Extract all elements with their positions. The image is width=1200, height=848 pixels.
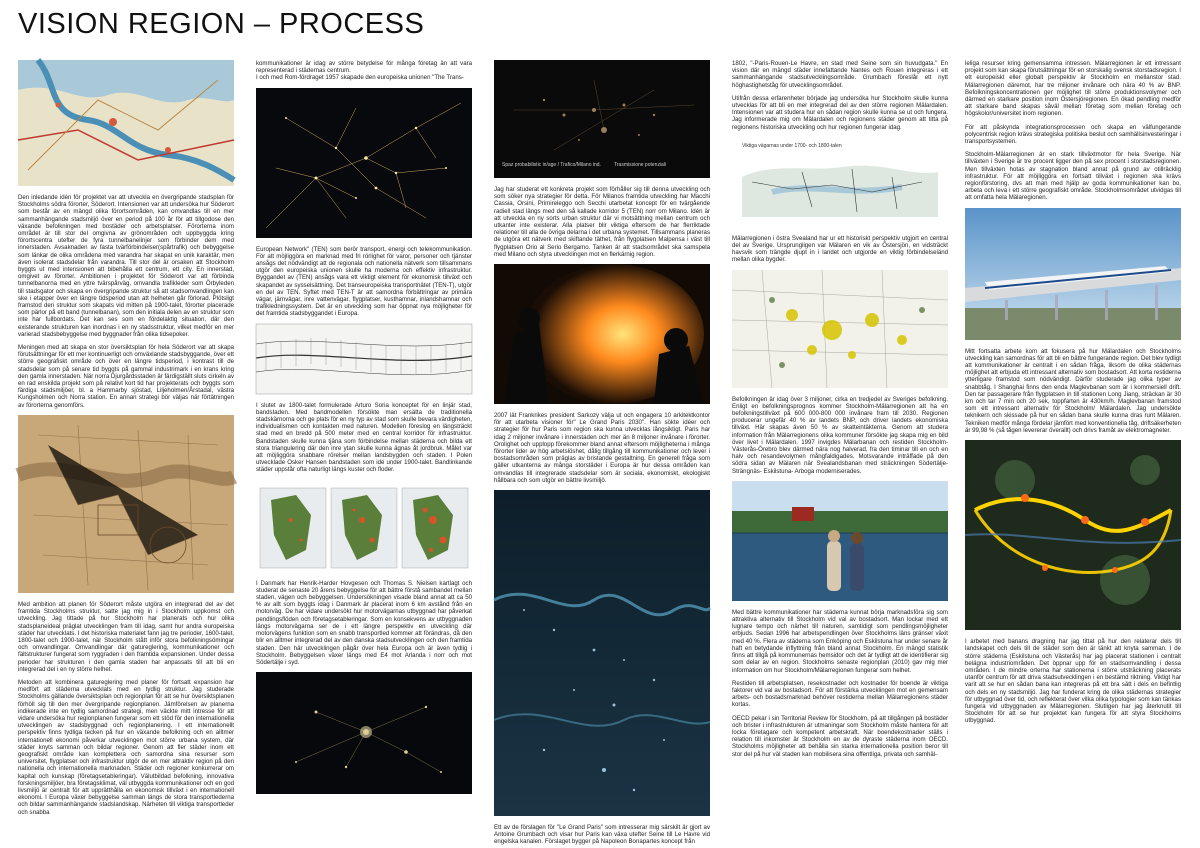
map-caption-right: Trasmissione potenziali <box>614 162 667 168</box>
paragraph: Med ambition att planen för Söderort måste utgöra en integrerad del av det framtida Stockholms struktur, satte jag mig in i Stockholm uppkomst och utveckling. Jag tittade på hur Stockholm har planerats och hur olika stadsplaneideal präglat utvecklingen fram till idag, samt hur andra europeiska städer har utvecklats. I det historiska materialet fann jag tre perioder, 1600-talet, 1800-talet och 1900-talet, när Stockholm stått inför stora befolkningsömingar och omvandlingar. Omvandlingar där gatureglering, kommunikationer och fältstrukturer fungerat som ryggraden i den framtida expansionen. Under dessa perioder har strukturen i den gamla staden har anpassats till att bli en integrerad del i en ny större helhet. <box>18 600 234 673</box>
paragraph: leliga resurser kring gemensamma intressen. Mälarregionen är ett intressant projekt som kan skapa förutsättningar för en storskalig svensk storstadsregion. I ett europeiskt eller globalt perspektiv är Stockholm en mellanstor stad. Mälarregionen däremot, har tre miljoner invånare och nära 40 % av BNP. Befolkningskoncentrationen ger möjlighet till större produktionsvolymer och därmed en starkare position inom Östersjöregionen. En ökad pendling medför att starkare band skapas såväl mellan företag som mellan företag och högskolor/universitet inom regionen. <box>965 60 1181 118</box>
column-2 <box>256 60 472 840</box>
column-3 <box>494 60 710 846</box>
denmark-growth-maps <box>256 480 472 572</box>
maglev-train-photo <box>965 208 1181 340</box>
paragraph: I arbetet med banans dragning har jag tittat på hur den relaterar dels till landskapet och dels till de städer som den är tänkt att knyta samman. I de större städerna (Eskilstuna och Västerås) har jag placerat stationen i centralt belägna industriområden. Det öppnar upp för en stadsomvandling i dessa områden. I de mindre orterna har stationerna i större utsträckning placerats utanför centrum för att driva stadsutvecklingen i en bestämd riktning. Viktigt har varit att se hur en sådan bana kan integreras på ett bra sätt i dels en befintlig och dels en ny stadsmiljö. Jag har funderat kring de olika städernas strategier för utbyggnad över tid, och reflekterat över vilka olika typologier som kan tänkas fungera vid utbyggnaden av Mälarregionen. Slutligen har jag återknutit till Stockholm för att se hur projektet kan fungera för att styra Stockholms utbyggnad. <box>965 638 1181 725</box>
paragraph: European Network" (TEN) som berör transport, energi och telekommunikation. För att möjliggöra en marknad med fri rörlighet för varor, personer och tjänster ansågs det nödvändigt att de regionala och nationella nätverk som tillsammans utgör den europeiska unionen skulle ha moderna och effektiv infrastruktur. Byggandet av (TEN) ansågs vara ett viktigt element för ekonomisk tillväxt och skapandet av sysselsättning. Det transeuropeiska transportnätet (TEN-T), utgör en del av TEN. Syftet med TEN-T är att samordna förbättringar av primära vägar, järnvägar, inre vattenvägar, flygplatser, kusthamnar, inlandshamnar och trafikledningssystem. Det är en utveckling som har öppnat nya möjligheter för det framtida stadsbyggandet i Europa. <box>256 245 472 318</box>
historic-region-map <box>18 60 234 186</box>
paragraph: Restiden till arbetsplatsen, resekostnader och kostnader för boende är viktiga faktorer vid val av bostadsort. För att förstärka utvecklingen mot en gemensam arbets- och bostadsmarknad behöver restiderna mellan Mälarregionens städer kortas. <box>732 679 948 709</box>
sepia-historic-plan <box>18 415 234 593</box>
paragraph: I och med Rom-fördraget 1957 skapade den europeiska unionen "The Trans- <box>256 74 464 82</box>
paragraph: 2007 lät Frankrikes president Sarkozy välja ut och engagera 10 arkitektkontor för att utarbeta visioner för" Le Grand Paris 2030". Han sökte idéer och strategier för hur Paris som region ska kunna utvecklas långsiktigt. Paris har idag 2 miljoner invånare i innerstaden och mer än 8 miljoner invånare i förorter. Orolighet och upplopp förekommer bland annat eftersom möjligheterna i många förorter lider av hög arbetslöshet, dålig tillgång till kommunikationer och lever i bostadsområden som präglas av bristande gestaltning. En generell fråga som gäller utkanterna av många storstäder i Europa är hur dessa områden kan omvandlas till integrerade stadsdelar som är sociala, ekonomiskt, ekologiskt hållbara och som utgör en bättre livsmiljö. <box>494 412 710 484</box>
paragraph: I Danmark har Henrik-Harder Hovgesen och Thomas S. Nielsen kartlagt och studerat de senaste 20 årens bebyggelse för att bättre förstå sambandet mellan staden, vägen och bebyggelsen. Undersökningen visade bland annat att ca 50 % av allt som byggts idag i Danmark är placerat inom 6 km avstånd från en motorväg. De har vidare undersökt hur motorvägarnas utbyggnad har påverkat pendlingsflöden och företagsetableringar. Som en konsekvens av utbyggnaden längs motorvägarna ser de i ett längre perspektiv en utveckling där motorvägens funktion som en snabb transportled kommer att förändras, då den blir en alltmer integrerad del av den danska stadsutvecklingen och den framtida staden. Den här utvecklingen pågår över hela Europa och är även tydlig i Stockholm. Bebyggelsen växer längs med E4 mot Arlanda i norr och mot Södertälje i syd. <box>256 579 472 666</box>
paragraph: Med bättre kommunikationer har städerna kunnat börja marknadsföra sig som attraktiva alternativ till Stockholm vid val av bostadsort. Man lockar med ett lugnare tempo och närhet till naturen, samtidigt som pendlingsmöjligheter erbjuds. Sedan 1996 har arbetspendlingen över Stockholms läns gränser växit med 40 %. Flera av städerna som Enköping och Eskilstuna har under senare år haft en betydande inflyttning från bland annat Stockholm. En mängd statistik finns att tillgå på kommunernas hemsidor och det är tydligt att de identifierar sig som delar av en region. Stockholms senaste regionplan (2010) gav mig mer information om hur Stockholm/Mälarregionen fungerar som helhet. <box>732 608 948 674</box>
paragraph: Mälarregionen i östra Svealand har ur ett historiskt perspektiv utgjort en central del av Sverige. Ursprungligen var Mälaren en vik av Östersjön, en vidsträckt havsvik som trängde djupt in i landet och utgjorde en viktig förbindelseländ mellan olika bygder. <box>732 234 948 264</box>
column-4 <box>732 60 948 840</box>
paris-riot-photo <box>494 264 710 404</box>
paragraph: För att påskynda integrationsprocessen och skapa en välfungerande polycentrisk region krävs strategiska politiska beslut och samhällsinvesteringar i transportsystemen. <box>965 123 1181 146</box>
roads-1700-1800-map <box>732 137 948 227</box>
paragraph: I slutet av 1800-talet formulerade Arturo Soria konceptet för en linjär stad, bandstaden. Med bandmodellen försökte man ersätta de traditionella stadskärnorna och ge plats för en ny typ av stad som skulle bevara värdigheten, individualismen och kontakten med naturen. Modellen föreslog en längsträckt stad med en bredd på 500 meter med en central korridor för infrastruktur. Bandstaden skulle kunna tjäna som förbindelse mellan städerna och bilda ett stora triangulering där den inre ytan skulle kunna ägnas åt jordbruk. Målet var att möjliggöra snabbare rörelser mellan landsbygden och staden. I Polen utvecklade Osker Hansen bandstaden som idé under 1900-talet. Bandlinkande städer uppstår ofta naturligt längs kuster och floder. <box>256 401 472 474</box>
column-1 <box>18 60 234 840</box>
paragraph: kommunikationer är idag av större betydelse för många företag än att vara representerad i städernas centrum. <box>256 60 472 75</box>
page-title: VISION REGION – PROCESS <box>18 8 425 40</box>
map-caption-left: Spaz probabilistic in/age / Trafico/Milano ind. <box>502 162 601 168</box>
maglev-route-map <box>965 440 1181 630</box>
paragraph: Metoden att kombinera gatureglering med planer för fortsatt expansion har medfört att städerna utvecklats med en tydlig struktur. Jag studerade Stockholms gällande översiktsplan och regionplan för att se hur översiktsplanen förhöll sig till den mer övergripande regionplanen. Jämförelsen av planerna indikerade inte en tydlig samordnad strategi, men väckte mitt intresse för att vidare undersöka hur regionplanen fungerar som ett stöd för den internationella utvecklingen av stadsbyggnad och regionplanering. I ett internationellt perspektiv finns tydliga tecken på hur en växande befolkning och en alltmer internationell ekonomi påverkar utvecklingen mot större urbana system, där städer knyts samman och bildar regioner. Genom att fler städer inom ett geografiskt område kan komplettera och samordna sina resurser som universitet, flygplatser och infrastruktur utgör de en mer attraktiv region på den nationella och internationella marknaden. Städer och regioner konkurrerar om kapital och kunskap (företagsetableringar). Välutbildad befolkning, innovativa forskningsmiljöer, bra företagsklimat, väl utbyggda kommunikationer och en god livsmiljö är centralt för att upprätthålla en ekonomisk tillväxt i en internationell ekonomi. I Europa växer bebyggelse samman längs de stora transportlederna och bildar sammanhängande stadslandskap. Närheten till viktiga transportleder och snabba <box>18 678 234 816</box>
paragraph: Jag har studerat ett konkreta projekt som förhåller sig till denna utveckling och som söker nya strategier för detta. För Milanos framtida utveckling har Macchi Cassia, Orsini, Primireleggo och Secchi utarbetat koncept för en tvärgående radiell stad längs med den så kallade korridor 5 (TEN) norr om Milano. Idén är att utveckla en ny sorts urban struktur där vi motsättning mellan centrum och utkanter inte existerar. Alla platser blir viktiga eftersom de har flerriktade relationer till alla de övriga delarna i det urbana systemet. Tillsammans planeras de utgöra ett nätverk med skiftande täthet, från flygplatsen Malpensa i väst till flygplatsen Orio al Serio Bergamo. Tanken är att stadsområdet ska samspela med Milano och styra utvecklingen mot en flerkärnig region. <box>494 186 710 258</box>
paragraph: Befolkningen är idag över 3 miljoner, cirka en tredjedel av Sveriges befolkning. Enligt en befolkningsprognos kommer Stockholm-Mälarregionen att ha en befolkningstillväxt på 600 000-800 000 invånare fram till 2030. Regionen producerar ungefär 40 % av landets BNP, och driver landets ekonomiska tillväxt. Här skapas även 50 % av skatteintäkterna. Genom att studera information från Mälarregionens olika kommuner försökte jag skapa mig en bild över livet i Mälardalen. 1997 invigdes Mälarbanan och restiden Stockholm- Västerås-Örebro blev därmed nära nog halverad, fra den timinar till en och en halv och resandevolymen mångfaldigades. Motsvarande inträffade på den södra sidan av Mälaren när Svealandsbanan med sträckningen Södertälje-Strängnäs- Eskilstuna- Arboga moderniserades. <box>732 395 948 475</box>
paragraph: Meningen med att skapa en stor översiktsplan för hela Söderort var att skapa förutsättningar för ett mer kontinuerligt och omväxlande stadsbyggande, över ett större geografiskt område och över en längre tidsperiod, i kontrast till de stadsdelar som på senare tid byggts på gammal industrimark i en krans kring den gamla innerstaden. När norra Djurgårdsstaden är färdigställt sluts cirkeln av en rad enskilda projekt som på relativt kort tid har projekterats och byggts som färdiga stadsmiljöer, bl. a Hammarby sjöstad, Liljeholmen/Årstadal, västra Kungsholmen och Norra station. En annan strategi bör väljas när förtätningen av förorterna genomförs. <box>18 344 234 409</box>
night-satellite-map <box>256 672 472 794</box>
map-title: Viktiga vägarnas under 1700- och 1800-talen <box>742 142 842 149</box>
paragraph: Ett av de förslagen för "Le Grand Paris" som intresserar mig särskilt är gjort av Antoine Grumbach och visar hur Paris kan växa utefter Seine till Le Havre vid engelska kanalen. Förslaget bygger på Napoleon Bonapartes koncept från <box>494 824 710 846</box>
europe-network-night-map <box>256 88 472 238</box>
paragraph: Mitt fortsatta arbete kom att fokusera på hur Mälardalen och Stockholms utveckling kan samordnas för att bli en bättre fungerande region. Det blev tydligt att kommunikationer är centralt i en sådan fråga, liksom de olika städernas möjlighet att erbjuda ett intressant alternativ som bostadsort. Att korta restiderna ytterligare framstod som nödvändigt. Därför studerade jag olika typer av snabbtåg. I Shanghai finns den enda Maglevbanan som är i kommersiell drift. Den tar passagerare från flygplatsen in till stationen Long Jiang, sträckan är 30 km och tar 7 min och 20 sek, toppfarten är 430km/h. Maglevbanan framstod som ett intressant alternativ för Stockholm/ Mälardalen. Jag undersökte teknikern och skissade på hur en sådan bana skulle kunna dras runt Mälaren. Tekniken medför många fördelar jämfört med konventionella tåg, driftsäkerheten är 99,98 % (så tågen levererar överallt) och drivs framåt av elektromagneter. <box>965 347 1181 434</box>
milan-corridor-map <box>494 60 710 178</box>
linear-city-sketch <box>256 324 472 394</box>
malar-region-yellow-map <box>732 270 948 388</box>
paragraph: 1802, "-Paris-Rouen-Le Havre, en stad med Seine som sin huvudgata." En vision där en mängd städer innefattande Nantes och Rouen integreras i ett sammanhängande stadsutvecklingsområde. Grumbach föreslår ett nytt höghastighetståg för utvecklingsområdet. <box>732 60 948 89</box>
lake-people-photo <box>732 481 948 601</box>
paragraph: Utifrån dessa erfarenheter började jag undersöka hur Stockholm skulle kunna utvecklas för att bli en mer integrerad del av den större regionen Mälardalen. Intensionen var att studera hur en sådan region skulle kunna se ut och fungera. Jag informerade mig om Mälardalen och regionens städer genom att titta på regionens historiska utveckling och hur regionen fungerar idag. <box>732 94 948 131</box>
seine-aerial-night-photo <box>494 490 710 816</box>
paragraph: Stockholm-Mälarregionen är en stark tillväxtmotor för hela Sverige. När tillväxten i Sverige är tre procent ligger den på sex procent i storstadsregionen. Men tillväxten hotas av stagnation bland annat på grund av otillräcklig infrastruktur. För att möjliggöra en fortsatt tillväxt i regionen ska krävs regionförstoring, dvs att man med hjälp av goda kommunikationer kan bo, arbeta och leva i ett större geografiskt område. Stockholmsområdet utvidgas till att omfatta hela Mälaregionen. <box>965 151 1181 202</box>
paragraph: Den inledande idén för projektet var att utveckla en övergripande stadsplan för Stockholms södra förorter, Söderort. Intensionen var att undersöka hur Söderort som består av en mängd olika förortsområden, kan omvandlas till en mer sammanhängande stadsmiljö över en period på 100 år för att tillgodose den växande befolkningen med bostäder och arbetsplatser. Förorterna inom området är till stor del omgivna av grönområden och uppbyggda kring förortscentra utefter de fyra tunnelbanelinjer som förbinder dem med innerstaden. Avsaknaden av fasta tvärförbindelser(spårtrafik) och bebyggelse som länkar de olika områdena med varandra har skapat en unik karaktär, men även isolerat stadsdelar från varandra. Till stor del är orsaken att Stockholm byggts ut med intensionen att bibehålla ett centrum, ett city. En innerstad, omgivet av förorter. Ambitionen i projektet för Söderort var att förbinda tunnelbanorna med en yttre tvärspårväg, omvandla trafikleder som Örbyleden till stadsgator och skapa en övergripande struktur så att stadsomvandlingen kan ske i etapper över en längre tidsperiod utan att helheten går förlorad. Plötsligt framstod den struktur som skapats vid mitten på 1900-talet, förorter placerade som pärlor på ett band (tunnelbanan), som den initiala delen av en struktur som inte har fullbordats. Det kan ses som en fördelaktig situation, där den existerande strukturen kan inordnas i en ny stadsstruktur, vilket medför en mer varierad stadsbebyggelse med byggnader från olika tidsepoker. <box>18 194 234 338</box>
column-5 <box>965 60 1181 840</box>
paragraph: OECD pekar i sin Territorial Review för Stockholm, på att tillgången på bostäder och brister i infrastrukturen är utmaningar som Stockholm måste hantera för att locka företagare och kompetent arbetskraft. När boendekostnader ställs i relation till inkomster är Stockholm en av de dyraste städerna inom OECD. Stockholms möjligheter att behålla sin starka internationella position beror till stor del på hur väl staden kan mobilisera sina offentliga, privata och samhäl- <box>732 714 948 758</box>
